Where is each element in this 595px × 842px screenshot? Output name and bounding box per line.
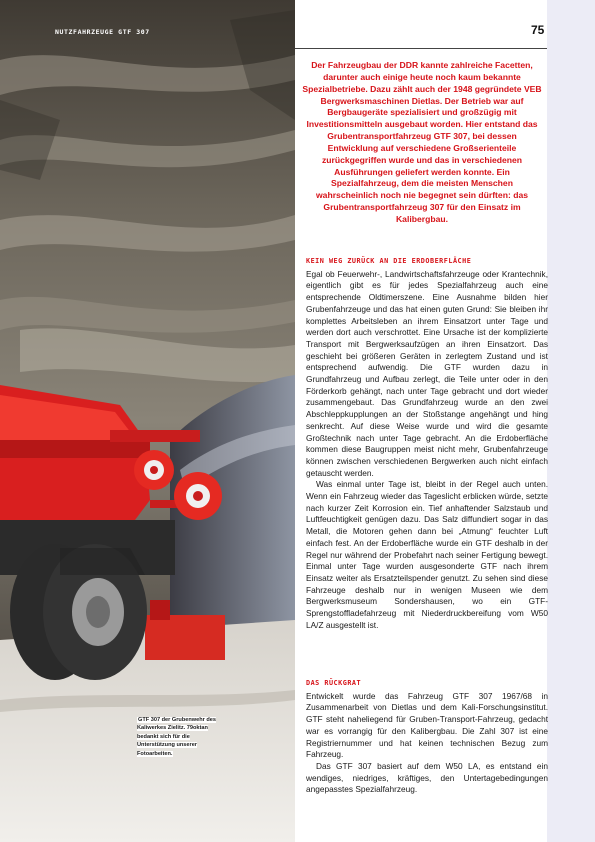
body-paragraph: Entwickelt wurde das Fahrzeug GTF 307 1967/68 in Zusammenarbeit von Dietlas und dem Kali-Forschungsinstitut. GTF steht naheliegend für Gruben-Transport-Fahrzeug, gedacht war es vorrangig für den Kalibergbau. Die Zahl 307 ist eine Registriernummer und hat keinen technischen Bezug zum Fahrzeug. bbox=[306, 690, 548, 760]
page-number: 75 bbox=[531, 23, 545, 37]
photo-caption bbox=[137, 716, 229, 758]
section-heading: DAS RÜCKGRAT bbox=[306, 679, 362, 687]
section-heading: KEIN WEG ZURÜCK AN DIE ERDOBERFLÄCHE bbox=[306, 257, 472, 265]
section-1 bbox=[306, 256, 548, 632]
page-edge-tint bbox=[547, 0, 595, 842]
body-paragraph: Egal ob Feuerwehr-, Landwirtschaftsfahrzeuge oder Krantechnik, eigentlich gibt es für jedes Spezialfahrzeug auch eine entsprechende Oldtimerszene. Eine Ausnahme bilden hier Grubenfahrzeuge und das hat einen guten Grund: Sie bleiben ihr komplettes Arbeitsleben an ihrem Einsatzort unter Tage und werden dort auch verschrottet. Eine Ursache ist der komplizierte Transport mit Bergwerksaufzügen an ihren Einsatzort. Das geschieht bei größeren Geräten in zerlegtem Zustand und ist entsprechend aufwendig. Die GTF wurden dazu in Grundfahrzeug und Aufbau zerlegt, die Teile unter oder in den Förderkorb gehängt, nach unter Tage gebracht und dort wieder zusammengebaut. Das Grundfahrzeug wurde an den zwei Abschleppkupplungen an der Stoßstange angehängt und hing senkrecht. Auf diese Weise wurde und wird die gesamte Großtechnik nach unter Tage gebracht. An die Erdoberfläche kommen diese Baugruppen meist nicht mehr, Grubenfahrzeuge können zwischen verschiedenen Bergwerken auch nicht einfach getauscht werden. bbox=[306, 268, 548, 478]
body-paragraph: Was einmal unter Tage ist, bleibt in der Regel auch unten. Wenn ein Fahrzeug wieder das Tageslicht erblicken würde, setzte nach kurzer Zeit Korrosion ein. Tief anhaftender Salzstaub und Luftfeuchtigkeit genügen dazu. Das Salz diffundiert sogar in das Metall, die Motoren gehen dann bei „Atmung“ feuchter Luft einfach fest. An der Erdoberfläche wurde ein GTF deshalb in der Regel nur während der Probefahrt nach seiner Fertigung bewegt. Einmal unter Tage wurden ausgesonderte GTF nach ihrem Einsatz weiter als Ersatzteilspender genutzt. Zu sehen sind diese Fahrzeuge deshalb nur in wenigen Museen wie dem Bergwerksmuseum Sondershausen, wo ein GTF-Sprengstoffladefahrzeug mit Niederdruckbereifung vom W50 LA/Z ausgestellt ist. bbox=[306, 479, 548, 630]
photo-caption-text: GTF 307 der Grubenwehr des Kaliwerkes Zielitz. 79oktan bedankt sich für die Unterstützung unserer Fotoarbeiten. bbox=[137, 717, 217, 757]
running-head: NUTZFAHRZEUGE GTF 307 bbox=[55, 28, 150, 36]
section-2 bbox=[306, 678, 548, 796]
intro-lead: Der Fahrzeugbau der DDR kannte zahlreiche Facetten, darunter auch einige heute noch kaum bekannte Spezialbetriebe. Dazu zählt auch der 1948 gegründete VEB Bergwerksmaschinen Dietlas. Der Betrieb war auf Bergbaugeräte spezialisiert und großzügig mit Investitionsmitteln ausgebaut worden. Hier entstand das Grubentransportfahrzeug GTF 307, bei dessen Entwicklung auf verschiedene Großserienteile zurückgegriffen wurde und das in verschiedenen Ausführungen geliefert werden konnte. Ein Spezialfahrzeug, dem die meisten Menschen wahrscheinlich noch nie begegnet sein dürften: das Grubentransportfahrzeug 307 für den Einsatz im Kalibergbau. bbox=[302, 60, 542, 224]
body-paragraph: Das GTF 307 basiert auf dem W50 LA, es entstand ein wendiges, niedriges, kräftiges, den Untertagebedingungen angepasstes Spezialfahrzeug. bbox=[306, 760, 548, 795]
mine-vehicle-photo bbox=[0, 0, 295, 842]
header-rule bbox=[295, 48, 547, 49]
